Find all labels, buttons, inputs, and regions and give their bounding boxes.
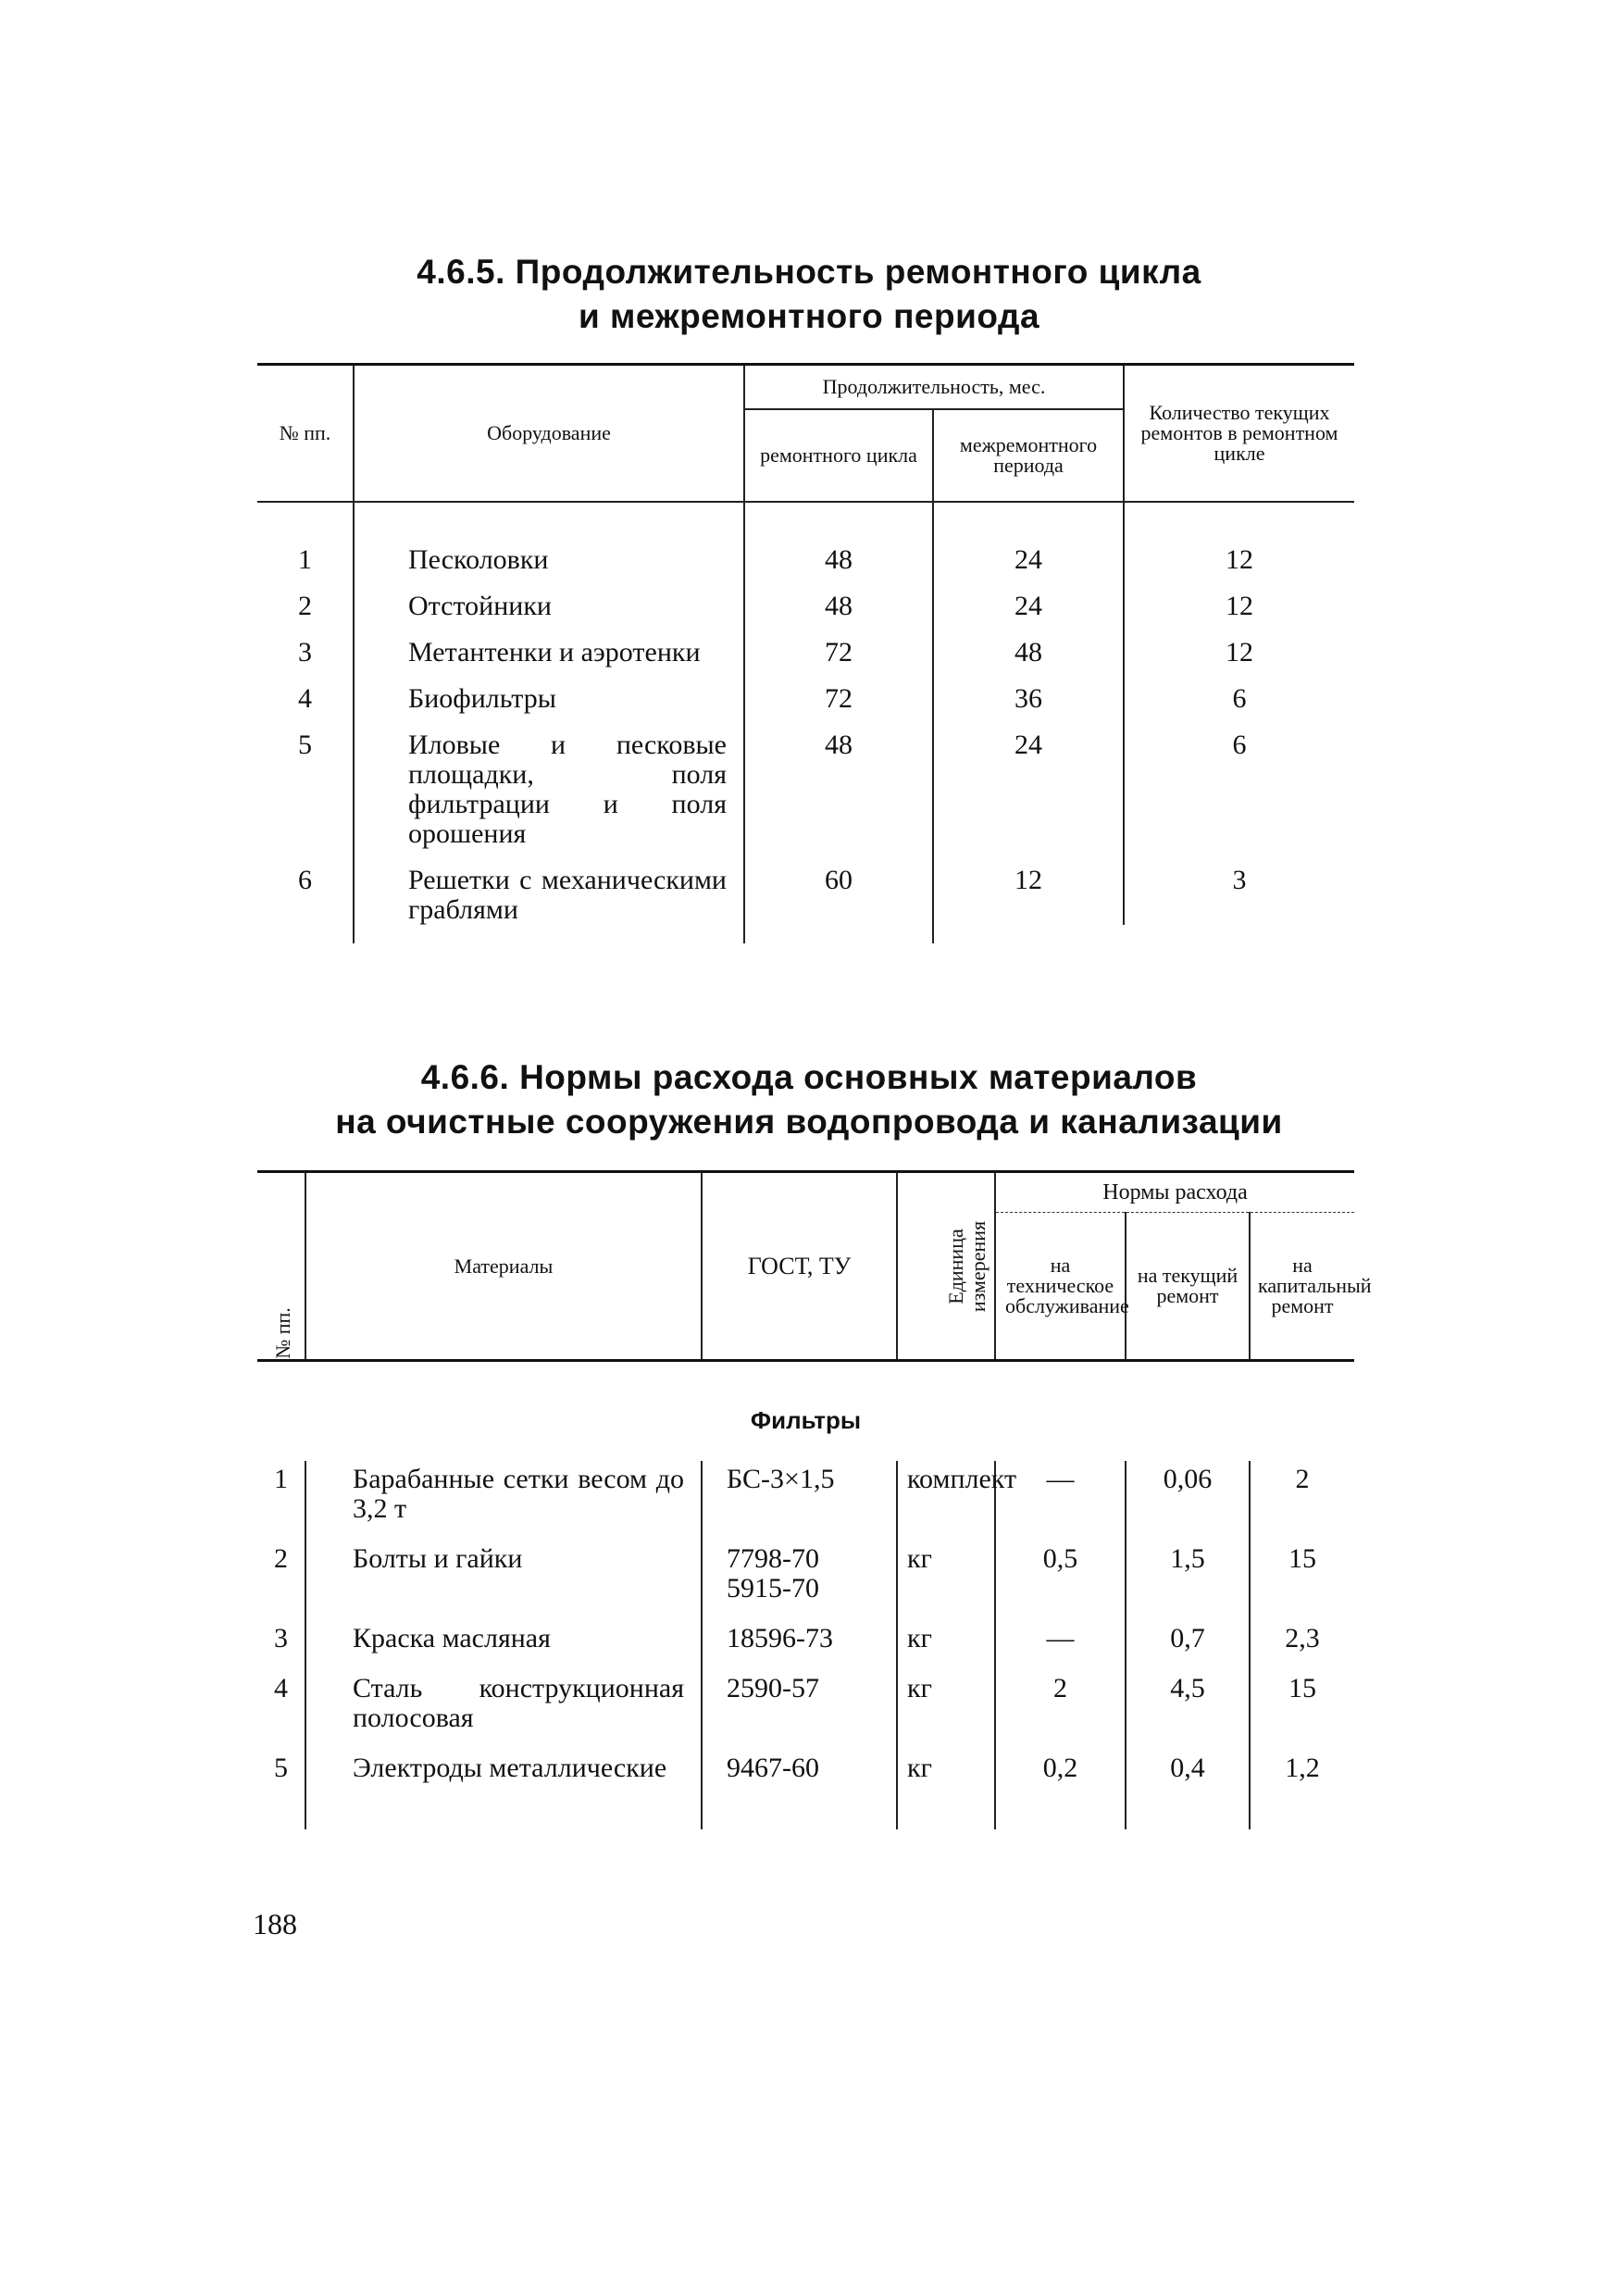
gost-value: 18596-73 xyxy=(702,1603,897,1653)
repair-count-value: 6 xyxy=(1124,668,1354,714)
unit-value: кг xyxy=(897,1524,995,1603)
header-equipment: Оборудование xyxy=(354,365,744,502)
row-number: 5 xyxy=(298,729,312,760)
current-repair-value: 4,5 xyxy=(1126,1653,1250,1733)
unit-value: кг xyxy=(897,1603,995,1653)
current-repair-value: 0,06 xyxy=(1126,1461,1250,1524)
header-count: Количество текущих ремонтов в ремонтном цикле xyxy=(1124,365,1354,502)
spacer-cell xyxy=(305,1783,702,1829)
equipment-name: Песколовки xyxy=(354,502,744,575)
maintenance-value: — xyxy=(995,1461,1126,1524)
spacer-cell xyxy=(933,925,1124,943)
repair-count-value: 12 xyxy=(1124,621,1354,668)
capital-repair-value: 1,2 xyxy=(1250,1733,1354,1783)
table-spacer-row xyxy=(257,1783,1354,1829)
spacer-cell xyxy=(897,1783,995,1829)
table-row xyxy=(257,575,1354,621)
interrepair-value: 24 xyxy=(933,502,1124,575)
repair-cycle-value: 48 xyxy=(744,575,933,621)
maintenance-value: — xyxy=(995,1603,1126,1653)
page-number: 188 xyxy=(253,1907,297,1940)
header-repair-cycle: ремонтного цикла xyxy=(744,409,933,502)
equipment-name: Иловые и песковые площадки, поля фильтрации и поля орошения xyxy=(354,714,744,849)
equipment-name: Биофильтры xyxy=(354,668,744,714)
spacer-cell xyxy=(702,1783,897,1829)
capital-repair-value: 2 xyxy=(1250,1461,1354,1524)
repair-count-value: 12 xyxy=(1124,575,1354,621)
repair-cycle-value: 48 xyxy=(744,714,933,849)
row-number: 1 xyxy=(274,1464,288,1494)
row-number: 3 xyxy=(298,636,312,668)
equipment-name: Метантенки и аэротенки xyxy=(354,621,744,668)
current-repair-value: 0,4 xyxy=(1126,1733,1250,1783)
interrepair-value: 12 xyxy=(933,849,1124,925)
repair-cycle-table-body xyxy=(257,502,1354,943)
gost-value: БС-3×1,5 xyxy=(702,1461,897,1524)
equipment-name: Решетки с механическими граблями xyxy=(354,849,744,925)
interrepair-value: 24 xyxy=(933,575,1124,621)
gost-value: 2590-57 xyxy=(702,1653,897,1733)
row-number: 3 xyxy=(274,1623,288,1653)
header-maintenance: на техническое обслуживание xyxy=(995,1213,1126,1361)
material-name: Краска масляная xyxy=(305,1603,702,1653)
material-name: Электроды металлические xyxy=(305,1733,702,1783)
interrepair-value: 24 xyxy=(933,714,1124,849)
capital-repair-value: 15 xyxy=(1250,1653,1354,1733)
section-465-title-line1: 4.6.5. Продолжительность ремонтного цикла xyxy=(417,253,1201,291)
current-repair-value: 1,5 xyxy=(1126,1524,1250,1603)
gost-value: 7798-70 5915-70 xyxy=(702,1524,897,1603)
header-no: № пп. xyxy=(279,420,331,444)
material-name: Болты и гайки xyxy=(305,1524,702,1603)
repair-cycle-value: 72 xyxy=(744,668,933,714)
section-465-title-line2: и межремонтного периода xyxy=(578,297,1040,335)
capital-repair-value: 15 xyxy=(1250,1524,1354,1603)
row-number: 2 xyxy=(298,590,312,621)
maintenance-value: 0,2 xyxy=(995,1733,1126,1783)
group-row xyxy=(257,1361,1354,1462)
maintenance-value: 0,5 xyxy=(995,1524,1126,1603)
capital-repair-value: 2,3 xyxy=(1250,1603,1354,1653)
header-interrepair: межремонтного периода xyxy=(933,409,1124,502)
row-number: 4 xyxy=(274,1673,288,1703)
header-gost: ГОСТ, ТУ xyxy=(702,1172,897,1361)
repair-cycle-value: 72 xyxy=(744,621,933,668)
maintenance-value: 2 xyxy=(995,1653,1126,1733)
header-duration: Продолжительность, мес. xyxy=(744,365,1124,409)
repair-cycle-value: 60 xyxy=(744,849,933,925)
row-number: 2 xyxy=(274,1543,288,1574)
interrepair-value: 36 xyxy=(933,668,1124,714)
materials-table-body xyxy=(257,1361,1354,1830)
spacer-cell xyxy=(1126,1783,1250,1829)
row-number: 5 xyxy=(274,1753,288,1783)
header-materials: Материалы xyxy=(305,1172,702,1361)
spacer-cell xyxy=(1250,1783,1354,1829)
materials-table xyxy=(257,1170,1372,1829)
table-row xyxy=(257,621,1354,668)
spacer-cell xyxy=(1124,925,1354,943)
table-row xyxy=(257,714,1354,849)
spacer-cell xyxy=(257,925,354,943)
group-title: Фильтры xyxy=(750,1406,862,1434)
unit-value: кг xyxy=(897,1653,995,1733)
repair-cycle-value: 48 xyxy=(744,502,933,575)
section-466-title-line1: 4.6.6. Нормы расхода основных материалов xyxy=(420,1058,1198,1096)
repair-count-value: 12 xyxy=(1124,502,1354,575)
material-name: Барабанные сетки весом до 3,2 т xyxy=(305,1461,702,1524)
table-row xyxy=(257,1524,1354,1603)
spacer-cell xyxy=(257,1783,305,1829)
material-name: Сталь конструкционная полосовая xyxy=(305,1653,702,1733)
header-current-repair: на текущий ремонт xyxy=(1126,1213,1250,1361)
header-unit: Единица измерения xyxy=(897,1172,995,1361)
table-row xyxy=(257,849,1354,925)
header-no-2: № пп. xyxy=(270,1307,294,1359)
header-norms: Нормы расхода xyxy=(995,1172,1354,1213)
equipment-name: Отстойники xyxy=(354,575,744,621)
header-capital-repair: на капитальный ремонт xyxy=(1250,1213,1354,1361)
spacer-cell xyxy=(354,925,744,943)
gost-value: 9467-60 xyxy=(702,1733,897,1783)
spacer-cell xyxy=(995,1783,1126,1829)
repair-count-value: 6 xyxy=(1124,714,1354,849)
repair-count-value: 3 xyxy=(1124,849,1354,925)
table-row xyxy=(257,1733,1354,1783)
unit-value: комплект xyxy=(897,1461,995,1524)
table-row xyxy=(257,1461,1354,1524)
table-row xyxy=(257,1653,1354,1733)
table-row xyxy=(257,502,1354,575)
row-number: 4 xyxy=(298,682,312,714)
row-number: 6 xyxy=(298,864,312,895)
table-row xyxy=(257,1603,1354,1653)
row-number: 1 xyxy=(298,543,312,575)
table-row xyxy=(257,668,1354,714)
interrepair-value: 48 xyxy=(933,621,1124,668)
section-466-title-line2: на очистные сооружения водопровода и канализации xyxy=(335,1103,1283,1141)
unit-value: кг xyxy=(897,1733,995,1783)
spacer-cell xyxy=(744,925,933,943)
repair-cycle-table xyxy=(257,363,1354,943)
current-repair-value: 0,7 xyxy=(1126,1603,1250,1653)
table-spacer-row xyxy=(257,925,1354,943)
